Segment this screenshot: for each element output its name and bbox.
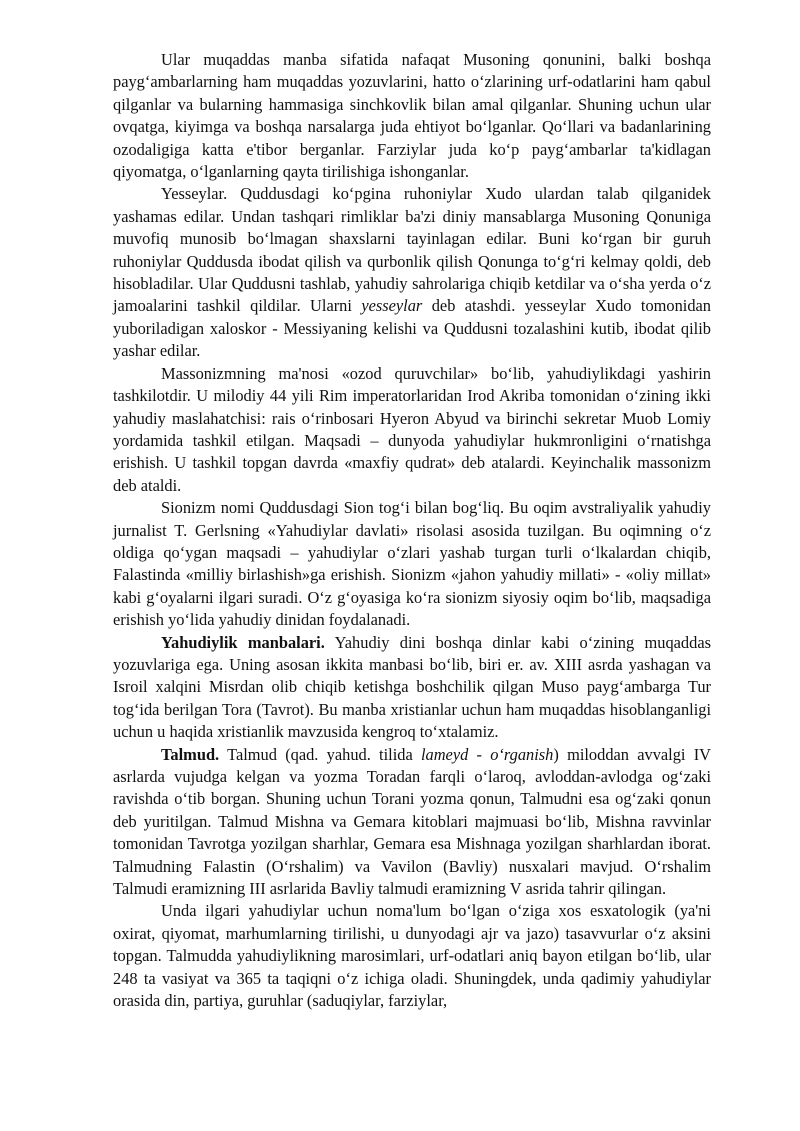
paragraph-essenes: [113, 183, 711, 362]
paragraph-text: Massonizmning ma'nosi «ozod quruvchilar» bo‘lib, yahudiylikdagi yashirin tashkilotdir. U milodiy 44 yili Rim imperatorlaridan Irod Akriba tomonidan o‘zining ikki yahudiy maslahatchisi: rais o‘rinbosari Hyeron Abyud va birinchi sekretar Muob Lomiy yordamida tashkil etilgan. Maqsadi – dunyoda yahudiylar hukmronligini o‘rnatishga erishish. U tashkil topgan davrda «maxfiy qudrat» deb atalardi. Keyinchalik massonizm deb ataldi.: [113, 363, 711, 495]
paragraph-text: Ular muqaddas manba sifatida nafaqat Musoning qonunini, balki boshqa payg‘ambarlarning ham muqaddas yozuvlarini, hatto o‘zlarining urf-odatlarini ham qabul qilganlar va bularning hammasiga sinchkovlik bilan amal qilganlar. Shuning uchun ular ovqatga, kiyimga va boshqa narsalarga juda ehtiyot bo‘lganlar. Qo‘llari va badanlarining ozodaligiga katta e'tibor berganlar. Farziylar juda ko‘p payg‘ambarlar ta'kidlagan qiyomatga, o‘lganlarning qayta tirilishiga ishonganlar.: [113, 50, 711, 182]
paragraph-text: ) miloddan avvalgi IV asrlarda vujudga kelgan va yozma Toradan farqli o‘laroq, avloddan-avlodga og‘zaki ravishda o‘tib borgan. Shuning uchun Torani yozma qonun, Talmudni esa og‘zaki qonun deb yuritilgan. Talmud Mishna va Gemara kitoblari majmuasi bo‘lib, Mishna ravvinlar tomonidan Tavrotga yozilgan sharhlar, Gemara esa Mishnaga yozilgan sharhlardan iborat. Talmudning Falastin (O‘rshalim) va Vavilon (Bavliy) nusxalari mavjud. O‘rshalim Talmudi eramizning III asrlarida Bavliy talmudi eramizning V asrida tahrir qilingan.: [113, 744, 711, 899]
paragraph-talmud: [113, 744, 711, 901]
paragraph-eschatology: [113, 900, 711, 1012]
paragraph-text: Yesseylar. Quddusdagi ko‘pgina ruhoniylar Xudo ulardan talab qilganidek yashamas edilar. Undan tashqari rimliklar ba'zi diniy mansablarga Musoning Qonuniga muvofiq munosib bo‘lmagan shaxslarni tayinlagan edilar. Buni ko‘rgan bir guruh ruhoniylar Quddusda ibodat qilish va qurbonlik qilish Qonunga to‘g‘ri kelmay qoldi, deb hisobladilar. Ular Quddusni tashlab, yahudiy sahrolariga chiqib ketdilar va o‘sha yerda o‘z jamoalarini tashkil qildilar. Ularni: [113, 184, 711, 316]
section-heading: Yahudiylik manbalari.: [161, 632, 325, 652]
paragraph-text: deb atashdi. yesseylar Xudo tomonidan yuboriladigan xaloskor - Messiyaning kelishi va Quddusni tozalashini kutib, ibodat qilib yashar edilar.: [113, 296, 711, 361]
paragraph-zionism: [113, 497, 711, 631]
section-heading: Talmud.: [161, 744, 220, 764]
italic-term: lameyd - o‘rganish: [420, 744, 554, 764]
paragraph-text: Talmud (qad. yahud. tilida: [219, 744, 421, 764]
paragraph-text: Unda ilgari yahudiylar uchun noma'lum bo‘lgan o‘ziga xos esxatologik (ya'ni oxirat, qiyomat, marhumlarning tirilishi, u dunyodagi ajr va jazo) tasavvurlar o‘z aksini topgan. Talmudda yahudiylikning marosimlari, urf-odatlari aniq bayon etilgan bo‘lib, ular 248 ta vasiyat va 365 ta taqiqni o‘z ichiga oladi. Shuningdek, unda qadimiy yahudiylar orasida din, partiya, guruhlar (saduqiylar, farziylar,: [113, 901, 711, 1011]
paragraph-text: Sionizm nomi Quddusdagi Sion tog‘i bilan bog‘liq. Bu oqim avstraliyalik yahudiy jurnalist T. Gerlsning «Yahudiylar davlati» risolasi asosida tuzilgan. Bu oqimning o‘z oldiga qo‘ygan maqsadi – yahudiylar o‘zlari yashab turgan turli o‘lkalardan chiqib, Falastinda «milliy birlashish»ga erishish. Sionizm «jahon yahudiy millati» - «oliy millat» kabi g‘oyalarni ilgari suradi. O‘z g‘oyasiga ko‘ra sionizm siyosiy oqim bo‘lib, maqsadiga erishish yo‘lida yahudiy dinidan foydalanadi.: [113, 498, 711, 630]
paragraph-text: Yahudiy dini boshqa dinlar kabi o‘zining muqaddas yozuvlariga ega. Uning asosan ikkita manbasi bo‘lib, biri er. av. XIII asrda yashagan va Isroil xalqini Misrdan olib chiqib ketishga boshchilik qilgan Muso payg‘ambarga Tur tog‘ida berilgan Tora (Tavrot). Bu manba xristianlar uchun ham muqaddas hisoblanganligi uchun u haqida xristianlik mavzusida kengroq to‘xtalamiz.: [113, 632, 711, 742]
paragraph-pharisees: [113, 49, 711, 183]
paragraph-masonry: [113, 363, 711, 497]
paragraph-sources: [113, 632, 711, 744]
italic-term: yesseylar: [361, 296, 423, 316]
document-page: [113, 49, 711, 1012]
